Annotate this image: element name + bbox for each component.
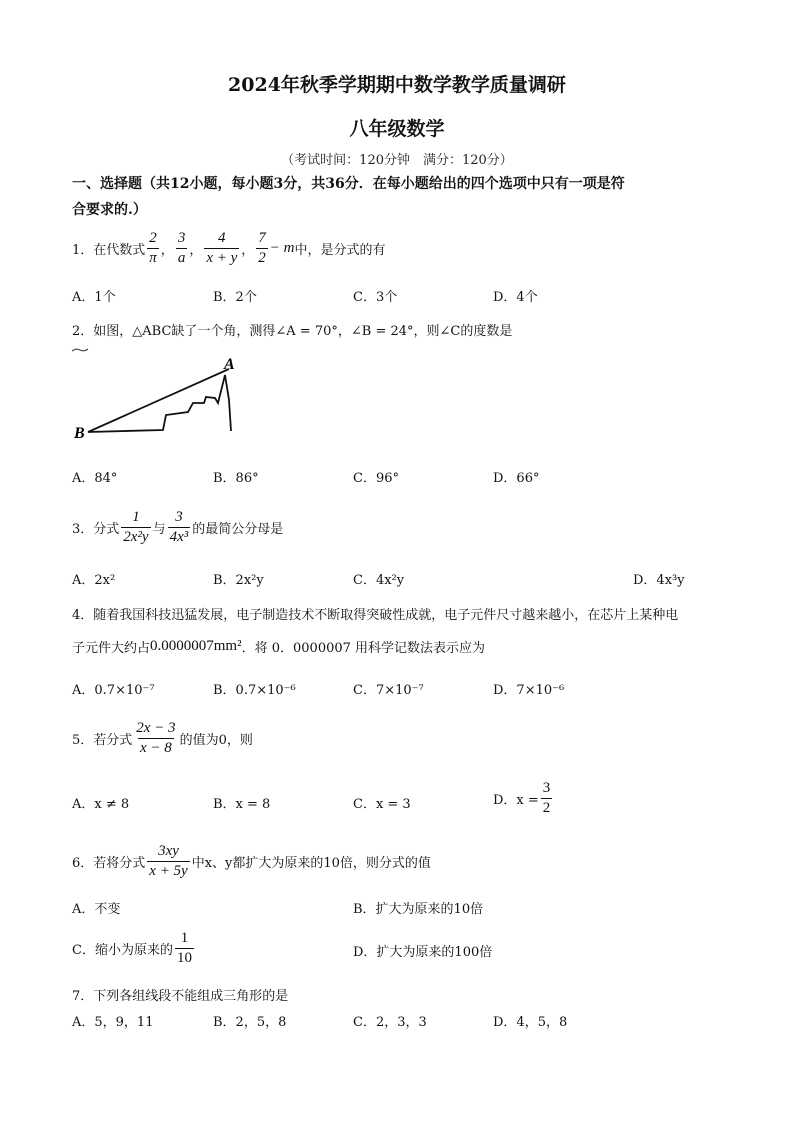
q6-suffix: 中x、y都扩大为原来的10倍，则分式的值 [191, 855, 431, 871]
section-heading-line1: 一、选择题（共12小题，每小题3分，共36分．在每小题给出的四个选项中只有一项是符 [72, 176, 625, 192]
q1-option-d: D．4个 [493, 290, 538, 305]
q1-option-c: C．3个 [353, 290, 398, 305]
q7-option-a: A．5，9，11 [72, 1015, 154, 1030]
q2-option-c: C．96° [353, 471, 399, 486]
q5-option-d [493, 780, 554, 816]
question-7-stem: 7．下列各组线段不能组成三角形的是 [72, 989, 289, 1004]
q4-line2-prefix: 子元件大约占 [72, 641, 151, 656]
q6-option-c [72, 930, 196, 966]
q6-option-b: B．扩大为原来的10倍 [353, 902, 484, 917]
q1-fraction-1: $\frac{2}{\pi}$ [149, 230, 157, 266]
q4-option-c: C．7×10⁻⁷ [353, 683, 424, 698]
section-heading-line2: 合要求的.） [72, 202, 147, 218]
q4-option-d: D．7×10⁻⁶ [493, 683, 565, 698]
q3-option-d: D．4x³y [633, 573, 685, 588]
q3-mid: 与 [152, 521, 166, 537]
q6-prefix: 6．若将分式 [72, 855, 146, 871]
side-ab [88, 369, 229, 432]
q1-option-a: A．1个 [72, 290, 116, 305]
exam-title: 2024年秋季学期期中数学教学质量调研 [228, 74, 566, 96]
q1-option-b: B．2个 [213, 290, 257, 305]
q4-line2-suffix: ．将 0．0000007 用科学记数法表示应为 [241, 641, 486, 656]
q5-option-d-fraction: $\frac{3}{2}$ [542, 780, 551, 816]
q5-prefix: 5．若分式 [72, 732, 133, 748]
q2-option-d: D．66° [493, 471, 540, 486]
question-4-line1: 4．随着我国科技迅猛发展，电子制造技术不断取得突破性成就，电子元件尺寸越来越小，在芯片上某种电 [72, 608, 679, 623]
q5-option-d-prefix: D．x = [493, 792, 539, 808]
q6-option-c-prefix: C．缩小为原来的 [72, 942, 173, 958]
exam-meta: （考试时间：120分钟 满分：120分） [281, 153, 513, 168]
q7-option-d: D．4，5，8 [493, 1015, 568, 1030]
q1-fraction-3: $\frac{4}{x + y}$ [206, 230, 238, 266]
q3-fraction-1: $\frac{1}{\text{2x²y}}$ [123, 509, 149, 545]
q6-option-d: D．扩大为原来的100倍 [353, 945, 493, 960]
q3-option-b: B．2x²y [213, 573, 264, 588]
q7-option-c: C．2，3，3 [353, 1015, 427, 1030]
q3-fraction-2: $\frac{3}{\text{4x³}}$ [169, 509, 189, 545]
q5-option-b: B．x = 8 [213, 797, 271, 812]
q3-prefix: 3．分式 [72, 521, 120, 537]
triangle-figure [66, 345, 256, 445]
q3-suffix: 的最简公分母是 [192, 521, 284, 537]
q2-option-b: B．86° [213, 471, 259, 486]
q5-option-c: C．x = 3 [353, 797, 411, 812]
q5-suffix: 的值为0，则 [179, 732, 253, 748]
q3-option-a: A．2x² [72, 573, 116, 588]
vertex-a-label: A [224, 356, 235, 373]
q5-option-a: A．x ≠ 8 [72, 797, 130, 812]
question-5-stem [72, 720, 253, 756]
q1-fraction-2: $\frac{3}{a}$ [177, 230, 186, 266]
q7-option-b: B．2，5，8 [213, 1015, 287, 1030]
q6-fraction: $\frac{3xy}{x + 5y}$ [149, 843, 188, 879]
question-3-stem [72, 509, 283, 545]
q5-fraction: $\frac{2x - 3}{x - 8}$ [136, 720, 176, 756]
q1-suffix: 中，是分式的有 [294, 242, 386, 258]
figure-speck [72, 349, 88, 351]
q6-option-a: A．不变 [72, 902, 121, 917]
q1-fraction-4: $\frac{7}{2}$ [258, 230, 266, 266]
q4-option-b: B．0.7×10⁻⁶ [213, 683, 296, 698]
q1-prefix: 1．在代数式 [72, 242, 146, 258]
q4-line2-value: 0.0000007mm² [150, 638, 242, 654]
q1-fraction-4-tail: − m [269, 239, 295, 256]
question-4-line2 [72, 637, 485, 656]
question-2-stem: 2．如图，△ABC缺了一个角，测得∠A = 70°，∠B = 24°，则∠C的度数是 [72, 324, 513, 339]
exam-subtitle: 八年级数学 [349, 118, 445, 140]
vertex-b-label: B [74, 425, 85, 442]
q4-option-a: A．0.7×10⁻⁷ [72, 683, 155, 698]
question-6-stem [72, 843, 431, 879]
q3-option-c: C．4x²y [353, 573, 405, 588]
q2-option-a: A．84° [72, 471, 118, 486]
broken-edge [88, 375, 231, 432]
question-1-stem: 1．在代数式 $\frac{2}{\pi}$ ， $\frac{3}{a}$ ， $\frac{4}{x + y}$ ， $\frac{7}{2}$ − m 中，是分式的有 [72, 230, 386, 266]
q6-option-c-fraction: $\frac{1}{10}$ [176, 930, 192, 966]
